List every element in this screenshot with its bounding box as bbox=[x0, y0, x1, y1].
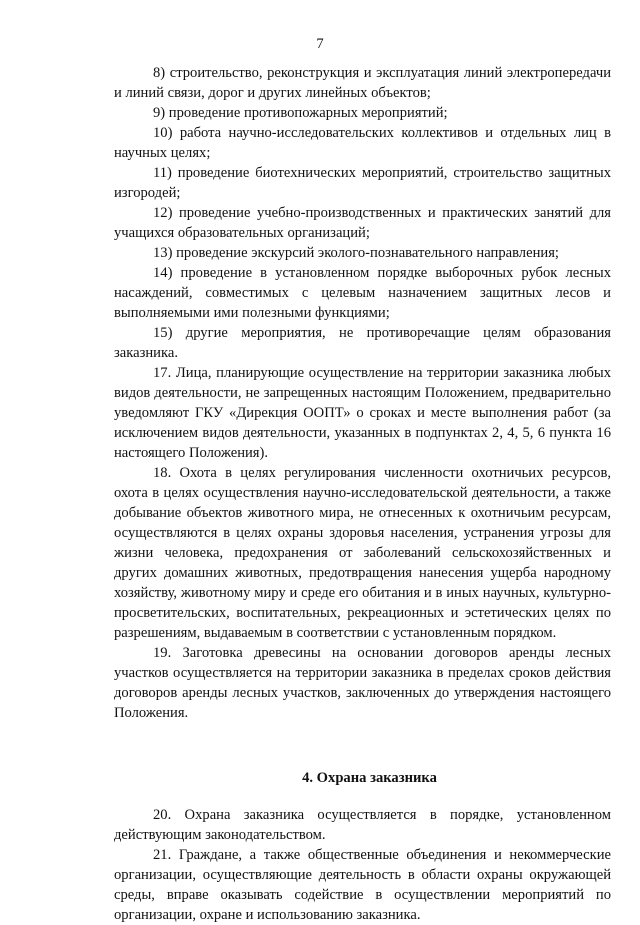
list-item-9: 9) проведение противопожарных мероприятий; bbox=[153, 105, 448, 121]
list-item-12: 12) проведение учебно-производственных и практических занятий для учащихся образовательных организаций; bbox=[114, 205, 611, 241]
clause-18: 18. Охота в целях регулирования численности охотничьих ресурсов, охота в целях осуществления научно-исследовательской деятельности, а также добывание объектов животного мира, не отнесенных к охотничьим ресурсам, осуществляются в целях охраны здоровья населения, устранения угрозы для жизни человека, предохранения от заболеваний сельскохозяйственных и других домашних животных, предотвращения нанесения ущерба народному хозяйству, животному миру и среде его обитания и в иных научных, культурно-просветительских, воспитательных, рекреационных и эстетических целях по разрешениям, выдаваемым в соответствии с установленным порядком. bbox=[114, 465, 611, 641]
section-heading: 4. Охрана заказника bbox=[302, 770, 437, 786]
list-item-13: 13) проведение экскурсий эколого-познавательного направления; bbox=[153, 245, 559, 261]
clause-19: 19. Заготовка древесины на основании договоров аренды лесных участков осуществляется на территории заказника в пределах сроков действия договоров аренды лесных участков, заключенных до утверждения настоящего Положения. bbox=[114, 645, 611, 721]
list-item-14: 14) проведение в установленном порядке выборочных рубок лесных насаждений, совместимых с целевым назначением защитных лесов и выполняемыми ими полезными функциями; bbox=[114, 265, 611, 321]
list-item-11: 11) проведение биотехнических мероприятий, строительство защитных изгородей; bbox=[114, 165, 611, 201]
clause-21: 21. Граждане, а также общественные объединения и некоммерческие организации, осуществляющие деятельность в области охраны окружающей среды, вправе оказывать содействие в осуществлении мероприятий по организации, охране и использованию заказника. bbox=[114, 847, 611, 923]
document-body bbox=[114, 63, 611, 925]
clause-20: 20. Охрана заказника осуществляется в порядке, установленном действующим законодательством. bbox=[114, 807, 611, 843]
list-item-8: 8) строительство, реконструкция и эксплуатация линий электропередачи и линий связи, дорог и других линейных объектов; bbox=[114, 65, 611, 101]
clause-17: 17. Лица, планирующие осуществление на территории заказника любых видов деятельности, не запрещенных настоящим Положением, предварительно уведомляют ГКУ «Дирекция ООПТ» о сроках и месте выполнения работ (за исключением видов деятельности, указанных в подпунктах 2, 4, 5, 6 пункта 16 настоящего Положения). bbox=[114, 365, 611, 461]
list-item-15: 15) другие мероприятия, не противоречащие целям образования заказника. bbox=[114, 325, 611, 361]
list-item-10: 10) работа научно-исследовательских коллективов и отдельных лиц в научных целях; bbox=[114, 125, 611, 161]
page-number: 7 bbox=[316, 36, 324, 52]
